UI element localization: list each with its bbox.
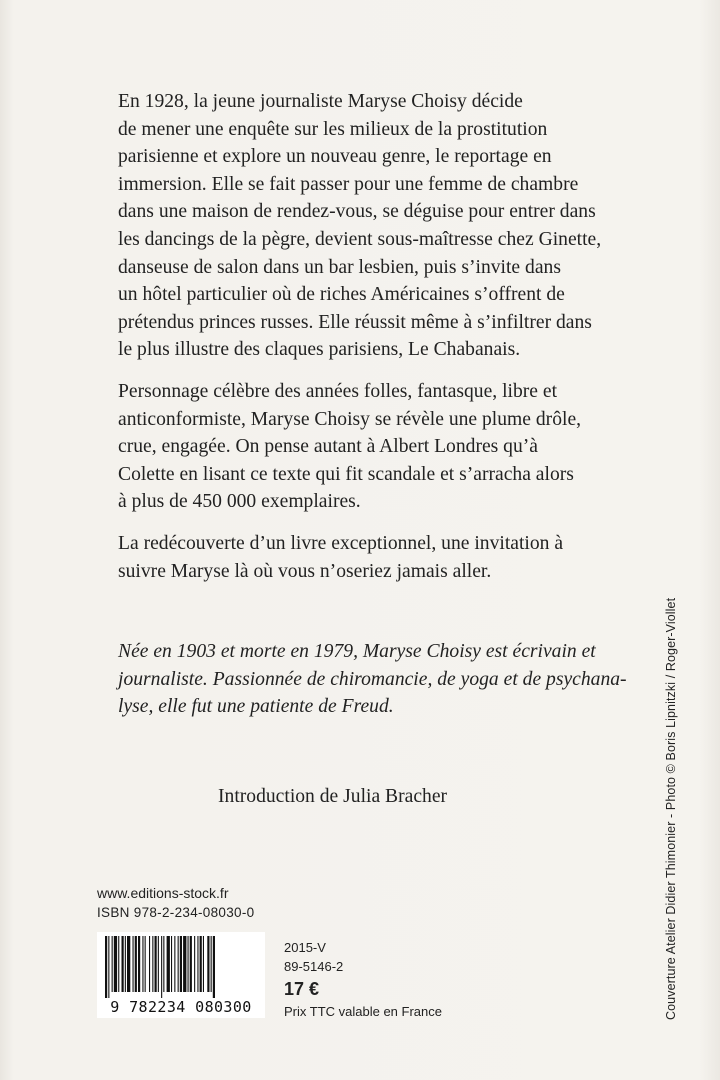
barcode-bar <box>167 936 170 992</box>
barcode-bar <box>207 936 209 992</box>
price-block <box>284 938 442 1021</box>
barcode-bar <box>105 936 107 998</box>
text-line: dans une maison de rendez-vous, se déguise pour entrer dans <box>118 201 596 223</box>
isbn-number: ISBN 978-2-234-08030-0 <box>97 905 255 920</box>
barcode-bar <box>161 936 162 998</box>
barcode-bar <box>118 936 119 992</box>
text-line: Personnage célèbre des années folles, fantasque, libre et <box>118 380 558 402</box>
text-line: prétendus princes russes. Elle réussit même à s’infiltrer dans <box>118 311 592 333</box>
barcode-bar <box>200 936 202 992</box>
barcode-bar <box>145 936 146 992</box>
barcode-bar <box>203 936 204 992</box>
barcode-bar <box>125 936 126 992</box>
barcode-bar <box>142 936 143 992</box>
text-line: En 1928, la jeune journaliste Maryse Choisy décide <box>118 91 523 112</box>
barcode-bar <box>122 936 124 992</box>
blurb-text <box>118 88 602 599</box>
barcode-bar <box>194 936 195 992</box>
barcode <box>97 932 265 1018</box>
barcode-bar <box>211 936 212 992</box>
cover-credit: Couverture Atelier Didier Thimonier - Photo © Boris Lipnitzki / Roger-Viollet <box>664 597 678 1020</box>
barcode-digits: 9 782234 080300 <box>110 998 252 1016</box>
text-line: suivre Maryse là où vous n’oseriez jamais aller. <box>118 560 492 582</box>
barcode-bar <box>108 936 109 998</box>
bio-line: lyse, elle fut une patiente de Freud. <box>118 696 394 718</box>
barcode-bar <box>133 936 134 992</box>
blurb-paragraph-3 <box>118 530 588 585</box>
barcode-bars <box>105 936 257 998</box>
barcode-bar <box>155 936 157 992</box>
text-line: les dancings de la pègre, devient sous-maîtresse chez Ginette, <box>118 228 602 250</box>
barcode-bar <box>180 936 182 992</box>
bio-line: journaliste. Passionnée de chiromancie, de yoga et de psychana- <box>118 668 627 690</box>
barcode-bar <box>197 936 198 992</box>
barcode-bar <box>135 936 137 992</box>
price-note: Prix TTC valable en France <box>284 1004 442 1019</box>
barcode-bar <box>183 936 186 992</box>
barcode-bar <box>138 936 140 992</box>
text-line: un hôtel particulier où de riches Américaines s’offrent de <box>118 284 565 306</box>
blurb-paragraph-2 <box>118 378 588 516</box>
text-line: danseuse de salon dans un bar lesbien, puis s’invite dans <box>118 256 561 278</box>
barcode-bar <box>163 936 164 992</box>
barcode-bar <box>158 936 159 992</box>
barcode-bar <box>171 936 172 992</box>
barcode-bar <box>213 936 215 998</box>
text-line: anticonformiste, Maryse Choisy se révèle une plume drôle, <box>118 408 582 430</box>
barcode-bar <box>174 936 175 992</box>
reference-number: 89-5146-2 <box>284 959 344 974</box>
barcode-bar <box>178 936 179 992</box>
barcode-bar <box>149 936 150 992</box>
barcode-bar <box>114 936 117 992</box>
bio-line: Née en 1903 et morte en 1979, Maryse Choisy est écrivain et <box>118 641 596 662</box>
text-line: parisienne et explore un nouveau genre, le reportage en <box>118 146 552 168</box>
barcode-bar <box>127 936 130 992</box>
text-line: à plus de 450 000 exemplaires. <box>118 491 361 513</box>
text-line: crue, engagée. On pense autant à Albert Londres qu’à <box>118 436 539 458</box>
blurb-paragraph-1 <box>118 88 602 364</box>
barcode-bar <box>188 936 189 992</box>
text-line: le plus illustre des claques parisiens, Le Chabanais. <box>118 339 521 361</box>
introduction-credit: Introduction de Julia Bracher <box>218 786 448 807</box>
author-bio <box>118 638 627 721</box>
barcode-bar <box>190 936 192 992</box>
text-line: Colette en lisant ce texte qui fit scandale et s’arracha alors <box>118 463 574 485</box>
price: 17 € <box>284 979 320 999</box>
barcode-bar <box>152 936 153 992</box>
barcode-bar <box>112 936 113 992</box>
text-line: de mener une enquête sur les milieux de la prostitution <box>118 118 548 140</box>
edition-code: 2015-V <box>284 940 326 955</box>
publisher-website: www.editions-stock.fr <box>97 885 229 901</box>
text-line: immersion. Elle se fait passer pour une femme de chambre <box>118 173 579 195</box>
text-line: La redécouverte d’un livre exceptionnel, une invitation à <box>118 532 564 554</box>
